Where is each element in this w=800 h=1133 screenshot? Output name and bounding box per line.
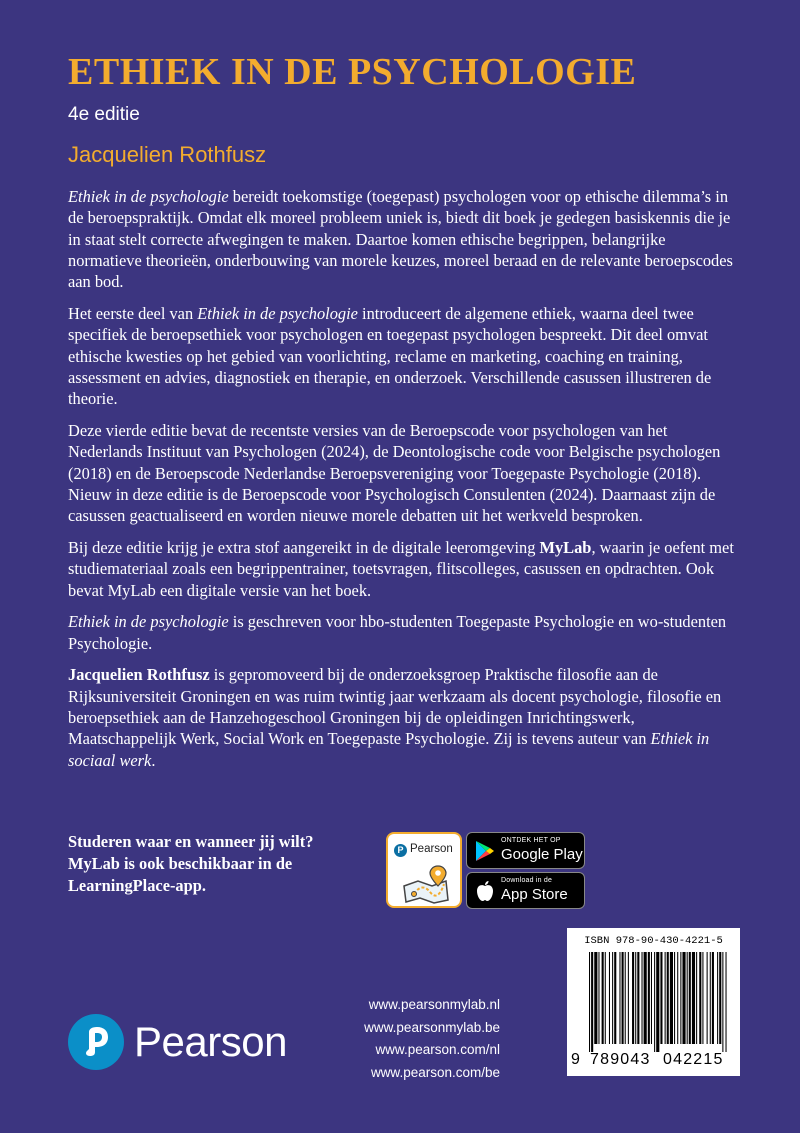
- blurb-paragraph-1: [68, 186, 736, 292]
- url-link[interactable]: www.pearson.com/be: [370, 1064, 500, 1080]
- barcode-bar: [719, 952, 721, 1044]
- google-play-badge[interactable]: [466, 832, 585, 869]
- barcode-bar: [660, 952, 662, 1044]
- promo-line-2: MyLab is ook beschikbaar in de: [68, 854, 293, 873]
- blurb-text: Bij deze editie krijg je extra stof aangereikt in de digitale leeromgeving: [68, 537, 540, 557]
- barcode-bar: [656, 952, 659, 1052]
- barcode-bar: [677, 952, 678, 1044]
- barcode-bar: [589, 952, 590, 1052]
- pearson-logo-icon: [68, 1014, 124, 1070]
- blurb-text: Deze vierde editie bevat de recentste versies van de Beroepscode voor psychologen van het Nederlands Instituut van Psychologen (2024), de Deontologische code voor Belgische psychologen (2018) en de Beroepscode Nederlandse Beroepsvereniging voor Toegepaste Psychologie (2018). Nieuw in deze editie is de Beroepscode voor Psychologisch Consulenten (2024). Daarnaast zijn de casussen geactualiseerd en worden nieuwe morele debatten uit het werkveld besproken.: [68, 420, 721, 526]
- barcode-bar: [674, 952, 675, 1044]
- blurb-paragraph-2: [68, 303, 736, 409]
- barcode-bar: [598, 952, 599, 1044]
- barcode-bar: [602, 952, 604, 1044]
- barcode-bar: [622, 952, 624, 1044]
- author-bio: [68, 664, 736, 770]
- blurb-paragraph-3: [68, 420, 736, 526]
- app-card-brand: Pearson: [410, 843, 453, 855]
- barcode-bar: [717, 952, 718, 1044]
- barcode-bar: [654, 952, 655, 1052]
- barcode-bar: [642, 952, 643, 1044]
- google-play-sub: ONTDEK HET OP: [501, 837, 561, 844]
- blurb-paragraph-4: [68, 537, 736, 601]
- barcode-bar: [707, 952, 708, 1044]
- blurb-text: , waarin je oefent met studiemateriaal zoals een begrippentrainer, toetsvragen, flitscolleges, casussen en opdrachten. Ook bevat MyLab een digitale versie van het boek.: [68, 537, 734, 600]
- barcode-bar: [591, 952, 593, 1052]
- barcode-bar: [594, 952, 597, 1044]
- app-store-label: App Store: [501, 886, 568, 903]
- barcode-bar: [644, 952, 647, 1044]
- barcode-graphic: [575, 952, 732, 1052]
- barcode-bar: [702, 952, 703, 1044]
- barcode-bar: [712, 952, 714, 1044]
- url-list: [300, 994, 500, 1084]
- app-promo: [68, 831, 388, 897]
- url-link[interactable]: www.pearsonmylab.nl: [368, 997, 500, 1012]
- edition-label: 4e editie: [68, 104, 140, 125]
- barcode-bar: [696, 952, 697, 1044]
- author-name: Jacquelien Rothfusz: [68, 142, 267, 167]
- book-title-italic: Ethiek in de psychologie: [197, 303, 358, 323]
- barcode-bar: [710, 952, 711, 1044]
- isbn-digits-left: 789043: [590, 1051, 651, 1068]
- url-link[interactable]: www.pearsonmylab.be: [364, 1019, 500, 1035]
- barcode-bar: [637, 952, 639, 1044]
- barcode-bar: [692, 952, 695, 1044]
- promo-line-1: Studeren waar en wanneer jij wilt?: [68, 832, 314, 851]
- barcode-bar: [625, 952, 626, 1044]
- book-title: ETHIEK IN DE PSYCHOLOGIE: [68, 51, 637, 93]
- isbn-barcode: [567, 928, 740, 1076]
- barcode-bar: [689, 952, 691, 1044]
- app-store-badge[interactable]: [466, 872, 585, 909]
- blurb: [68, 186, 736, 781]
- barcode-bar: [609, 952, 610, 1044]
- other-book-italic: Ethiek in sociaal werk: [68, 729, 710, 770]
- isbn-digits-right: 042215: [663, 1051, 724, 1068]
- barcode-bar: [682, 952, 685, 1044]
- blurb-text: Het eerste deel van: [68, 303, 198, 323]
- mylab-bold: MyLab: [539, 537, 592, 557]
- barcode-bar: [614, 952, 616, 1044]
- learningplace-app-icon[interactable]: [386, 832, 462, 908]
- barcode-bar: [651, 952, 652, 1044]
- url-link[interactable]: www.pearson.com/nl: [375, 1042, 500, 1057]
- book-title-italic: Ethiek in de psychologie: [68, 187, 229, 206]
- map-pin-icon: [400, 864, 452, 904]
- pearson-mini-logo: P: [394, 844, 407, 857]
- barcode-bar: [687, 952, 688, 1044]
- barcode-bar: [680, 952, 681, 1044]
- barcode-bar: [726, 952, 727, 1052]
- barcode-bar: [632, 952, 634, 1044]
- blurb-text: is gepromoveerd bij de onderzoeksgroep Praktische filosofie aan de Rijksuniversiteit Groningen en was ruim twintig jaar werkzaam als docent psychologie, filosofie en beroepsethiek aan de Hanzehogeschool Groningen bij de opleidingen Inrichtingswerk, Maatschappelijk Werk, Social Work en Toegepaste Psychologie. Zij is tevens auteur van: [68, 665, 722, 749]
- barcode-bar: [612, 952, 613, 1044]
- google-play-icon: [475, 840, 495, 862]
- google-play-label: Google Play: [501, 846, 583, 863]
- blurb-paragraph-5: [68, 611, 736, 654]
- pearson-wordmark: Pearson: [134, 1018, 287, 1065]
- promo-line-3: LearningPlace-app.: [68, 876, 206, 895]
- blurb-text: is geschreven voor hbo-studenten Toegepaste Psychologie en wo-studenten Psychologie.: [68, 612, 727, 653]
- barcode-bar: [699, 952, 701, 1044]
- app-store-sub: Download in de: [501, 877, 553, 884]
- blurb-text: bereidt toekomstige (toegepast) psychologen voor op ethische dilemma’s in de beroepspraktijk. Omdat elk moreel probleem uniek is, biedt dit boek je gedegen basiskennis die je in staat stelt correcte afwegingen te maken. Daartoe komen ethische begrippen, belangrijke normatieve theorieën, onderbouwing van morele keuzes, moreel beraad en de relevante beroepscodes aan bod.: [68, 187, 733, 292]
- isbn-label: ISBN 978-90-430-4221-5: [584, 935, 723, 947]
- book-title-italic: Ethiek in de psychologie: [68, 612, 229, 632]
- isbn-digit-first: 9: [571, 1051, 582, 1068]
- blurb-text: introduceert de algemene ethiek, waarna deel twee specifiek de beroepsethiek voor psychologen en toegepast psychologen bespreekt. Dit deel omvat ethische kwesties op het gebied van voorlichting, reclame en marketing, coaching en training, assessment en advies, diagnostiek en therapie, en onderzoek. Verschillende casussen illustreren de theorie.: [68, 303, 712, 409]
- barcode-bar: [667, 952, 669, 1044]
- apple-icon: [475, 880, 495, 902]
- barcode-bar: [635, 952, 636, 1044]
- blurb-text: .: [151, 750, 156, 770]
- barcode-bar: [665, 952, 666, 1044]
- barcode-bar: [619, 952, 620, 1044]
- barcode-bar: [722, 952, 723, 1052]
- barcode-bar: [670, 952, 673, 1044]
- barcode-bar: [605, 952, 606, 1044]
- author-bold: Jacquelien Rothfusz: [68, 665, 210, 685]
- barcode-bar: [648, 952, 650, 1044]
- barcode-bar: [628, 952, 629, 1044]
